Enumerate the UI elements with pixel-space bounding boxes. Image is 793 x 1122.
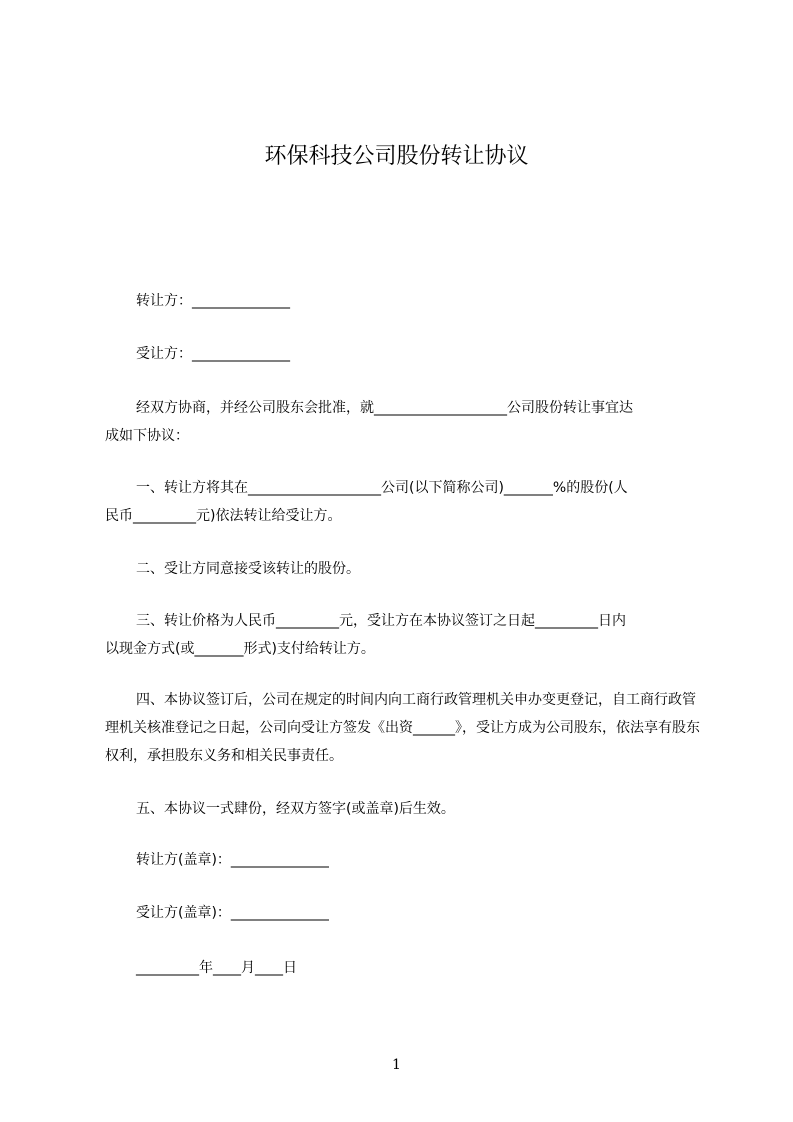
document-title: 环保科技公司股份转让协议 — [264, 144, 529, 169]
intro-paragraph-line-1: 经双方协商，并经公司股东会批准，就___________________公司股份转让事宜达 — [136, 400, 633, 416]
intro-paragraph-line-2: 成如下协议： — [105, 428, 189, 444]
clause-3-line-1: 三、转让价格为人民币_________元，受让方在本协议签订之日起_________日内 — [136, 613, 626, 629]
page-number: 1 — [392, 1057, 401, 1073]
clause-3-line-2: 以现金方式(或_______形式)支付给转让方。 — [105, 641, 375, 657]
transferor-seal-line: 转让方(盖章)：______________ — [136, 852, 329, 868]
clause-4: 四、本协议签订后，公司在规定的时间内向工商行政管理机关申办变更登记，自工商行政管理机关核准登记之日起，公司向受让方签发《出资______》，受让方成为公司股东，依法享有股东权利，承担股东义务和相关民事责任。 — [105, 692, 700, 764]
clause-2: 二、受让方同意接受该转让的股份。 — [136, 561, 360, 577]
clause-1-line-2: 民币_________元)依法转让给受让方。 — [105, 508, 342, 524]
clause-1-line-1: 一、转让方将其在___________________公司(以下简称公司)_______%的股份(人 — [136, 480, 628, 496]
transferee-seal-line: 受让方(盖章)：______________ — [136, 905, 329, 921]
transferee-line: 受让方：______________ — [136, 346, 290, 362]
date-line: _________年____月____日 — [136, 960, 297, 976]
clause-5: 五、本协议一式肆份，经双方签字(或盖章)后生效。 — [136, 801, 455, 817]
transferor-line: 转让方：______________ — [136, 293, 290, 309]
